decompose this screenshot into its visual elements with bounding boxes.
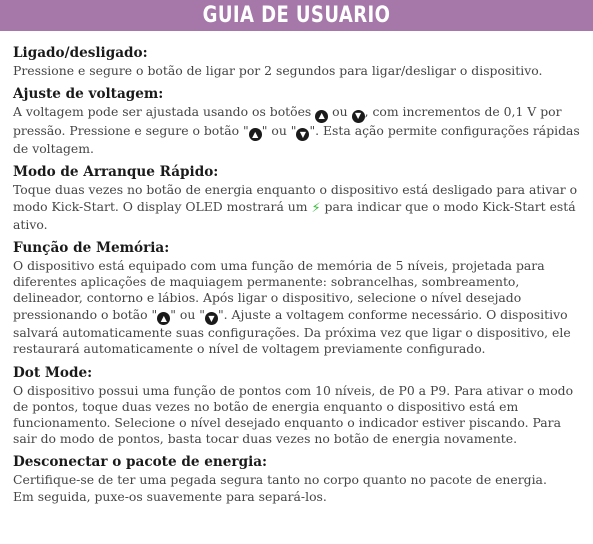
section-power <box>13 45 583 79</box>
text-run: para indicar que o modo Kick-Start está ativo. <box>13 198 576 232</box>
section-dot-mode <box>13 365 583 448</box>
section-heading: Função de Memória: <box>13 240 170 257</box>
up-button-icon: ▲ <box>157 312 170 325</box>
section-text <box>13 182 583 233</box>
text-run: " ou " <box>261 122 297 138</box>
text-run: ". Esta ação permite configurações rápidas de voltagem. <box>13 122 580 157</box>
page-header <box>0 0 593 31</box>
section-text: O dispositivo possui uma função de pontos com 10 níveis, de P0 a P9. Para ativar o modo de pontos, toque duas vezes no botão de energia enquanto o dispositivo está em funcionamento. Selecione o nível desejado enquanto o indicador estiver piscando. Para sair do modo de pontos, basta tocar duas vezes no botão de energia novamente. <box>13 382 574 447</box>
section-heading: Modo de Arranque Rápido: <box>13 164 219 181</box>
section-heading: Ligado/desligado: <box>13 45 148 61</box>
section-memory <box>13 240 583 358</box>
section-text: Pressione e segure o botão de ligar por 2 segundos para ligar/desligar o dispositivo. <box>13 63 543 78</box>
manual-content <box>13 45 583 512</box>
section-heading: Ajuste de voltagem: <box>13 86 164 103</box>
text-line: Certifique-se de ter uma pegada segura tanto no corpo quanto no pacote de energia. <box>13 472 547 488</box>
text-run: ". Ajuste a voltagem conforme necessário. O dispositivo salvará automaticamente suas configurações. Da próxima vez que ligar o dispositivo, ele restaurará automaticamente o nível de voltagem previamente configurado. <box>13 306 571 357</box>
section-disconnect <box>13 454 583 504</box>
down-button-icon: ▼ <box>352 110 365 123</box>
section-heading: Dot Mode: <box>13 364 93 381</box>
text-run: Toque duas vezes no botão de energia enquanto o dispositivo está desligado para ativar o modo Kick-Start. O display OLED mostrará um <box>13 182 578 214</box>
section-voltage <box>13 86 583 157</box>
down-button-icon: ▼ <box>296 128 309 141</box>
up-button-icon: ▲ <box>315 110 328 123</box>
section-text <box>13 104 583 157</box>
bolt-icon: ⚡ <box>311 200 321 216</box>
up-button-icon: ▲ <box>249 128 262 141</box>
section-heading: Desconectar o pacote de energia: <box>13 454 268 471</box>
text-line: Em seguida, puxe-os suavemente para separá-los. <box>13 488 327 504</box>
section-kick-start <box>13 164 583 233</box>
section-text <box>13 258 583 358</box>
text-run: , com incrementos de 0,1 V por pressão. Pressione e segure o botão " <box>13 104 562 138</box>
page-title: GUIA DE USUARIO <box>202 3 391 28</box>
text-run: " ou " <box>170 306 205 322</box>
down-button-icon: ▼ <box>205 312 218 325</box>
text-run: O dispositivo está equipado com uma função de memória de 5 níveis, projetada para diferentes aplicações de maquiagem permanente: sobrancelhas, sombreamento, delineador, contorno e lábios. Após ligar o dispositivo, selecione o nível desejado pressionando o botão " <box>13 258 545 322</box>
text-run: A voltagem pode ser ajustada usando os botões <box>13 104 316 120</box>
text-run: ou <box>328 104 352 120</box>
section-text <box>13 472 583 504</box>
